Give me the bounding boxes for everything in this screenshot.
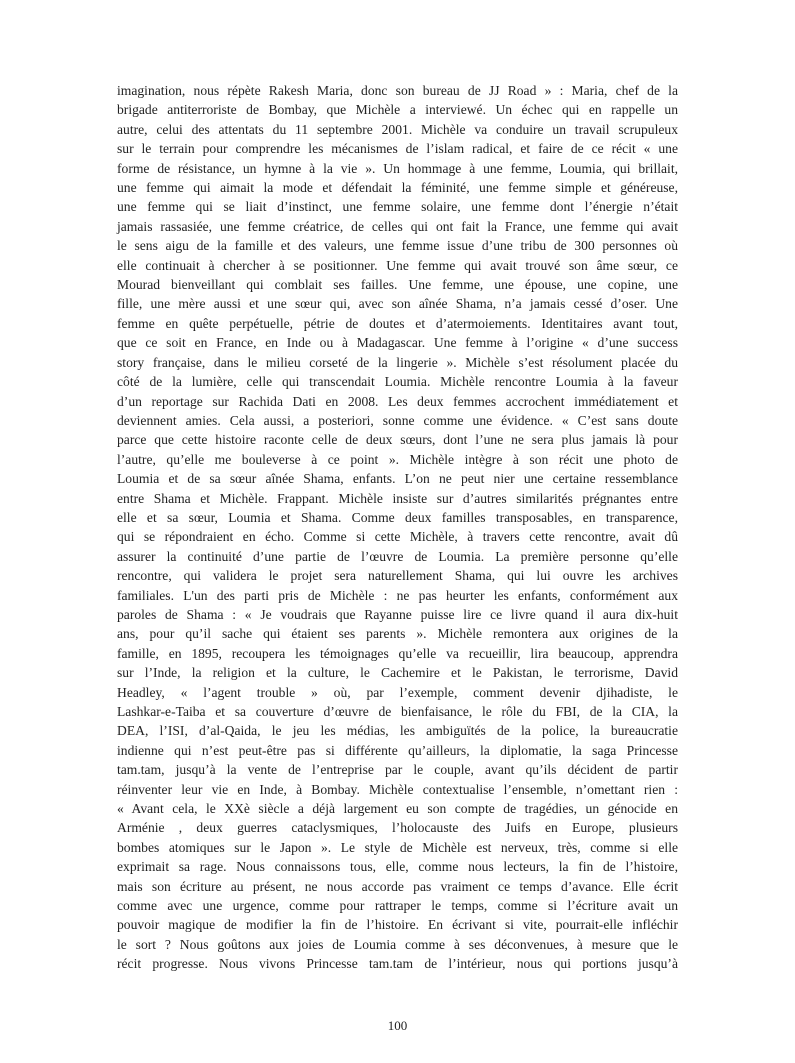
text-line: DEA, l’ISI, d’al-Qaida, le jeu les médias, les ambiguïtés de la police, la bureaucratie: [117, 723, 678, 739]
text-line: familiales. L'un des parti pris de Michèle : ne pas heurter les enfants, conformément aux: [117, 587, 678, 603]
text-line: indienne qui n’est peut-être pas si différente qu’ailleurs, la diplomatie, la saga Princesse: [117, 742, 678, 758]
text-line: bombes atomiques sur le Japon ». Le style de Michèle est nerveux, très, comme si elle: [117, 839, 678, 855]
text-line: réinventer leur vie en Inde, à Bombay. Michèle contextualise l’ensemble, n’omettant rien :: [117, 781, 678, 797]
text-line: deviennent amies. Cela aussi, a posteriori, sonne comme une évidence. « C’est sans doute: [117, 412, 678, 428]
page-number: 100: [387, 1018, 408, 1033]
text-line: forme de résistance, un hymne à la vie ». Un hommage à une femme, Loumia, qui brillait,: [117, 160, 678, 176]
text-line: story française, dans le milieu corseté de la lingerie ». Michèle s’est résolument placée du: [117, 354, 678, 370]
text-line: Mourad bienveillant qui comblait ses failles. Une femme, une épouse, une copine, une: [117, 277, 678, 293]
text-line: assurer la continuité d’une partie de l’œuvre de Loumia. La première personne qu’elle: [117, 548, 678, 564]
text-line: imagination, nous répète Rakesh Maria, donc son bureau de JJ Road » : Maria, chef de la: [117, 83, 678, 98]
text-line: « Avant cela, le XXè siècle a déjà largement eu son compte de tragédies, un génocide en: [117, 801, 678, 817]
body-text: [117, 81, 678, 974]
text-line: paroles de Shama : « Je voudrais que Rayanne puisse lire ce livre quand il aura dix-huit: [117, 606, 678, 622]
text-line: qui se répondraient en écho. Comme si cette Michèle, à travers cette rencontre, avait dû: [117, 529, 678, 545]
text-line: fille, une mère aussi et une sœur qui, avec son aînée Shama, n’a jamais cessé d’oser. Une: [117, 296, 678, 312]
text-line: Headley, « l’agent trouble » où, par l’exemple, comment devenir djihadiste, le: [117, 684, 678, 700]
text-line: comme avec une urgence, comme pour rattraper le temps, comme si l’écriture avait un: [117, 898, 678, 914]
text-line: le sort ? Nous goûtons aux joies de Loumia comme à ses déconvenues, à mesure que le: [117, 936, 678, 952]
text-line: sur l’Inde, la religion et la culture, le Cachemire et le Pakistan, le terrorisme, David: [117, 665, 678, 681]
text-line: femme en quête perpétuelle, pétrie de doutes et d’atermoiements. Identitaires avant tout,: [117, 315, 678, 331]
text-line: Lashkar-e-Taiba et sa couverture d’œuvre de bienfaisance, le rôle du FBI, de la CIA, la: [117, 704, 678, 719]
text-line: d’un reportage sur Rachida Dati en 2008. Les deux femmes accrochent immédiatement et: [117, 393, 678, 409]
text-line: récit progresse. Nous vivons Princesse tam.tam de l’intérieur, nous qui portions jusqu’à: [117, 956, 678, 972]
text-line: une femme qui aimait la mode et défendait la féminité, une femme simple et généreuse,: [117, 180, 678, 196]
text-line: Loumia et de sa sœur aînée Shama, enfants. L’on ne peut nier une certaine ressemblance: [117, 471, 678, 487]
text-line: que ce soit en France, en Inde ou à Madagascar. Une femme à l’origine « d’une success: [117, 335, 678, 351]
text-line: le sens aigu de la famille et des valeurs, une femme issue d’une tribu de 300 personnes où: [117, 238, 678, 254]
text-line: brigade antiterroriste de Bombay, que Michèle a interviewé. Un échec qui en rappelle un: [117, 102, 678, 118]
text-line: une femme qui se liait d’instinct, une femme solaire, une femme dont l’énergie n’était: [117, 199, 678, 215]
text-line: côté de la lumière, celle qui transcendait Loumia. Michèle rencontre Loumia à la faveur: [117, 374, 678, 390]
text-line: entre Shama et Michèle. Frappant. Michèle insiste sur d’autres similarités prégnantes entre: [117, 490, 678, 506]
text-line: elle continuait à chercher à se positionner. Une femme qui avait trouvé son âme sœur, ce: [117, 257, 678, 273]
text-line: rencontre, qui validera le projet sera naturellement Shama, qui lui ouvre les archives: [117, 568, 678, 584]
text-line: mais son écriture au présent, ne nous accorde pas vraiment ce temps d’avance. Elle écrit: [117, 878, 678, 894]
text-line: Arménie , deux guerres cataclysmiques, l’holocauste des Juifs en Europe, plusieurs: [117, 820, 678, 836]
text-line: ans, pour qu’il sache qui étaient ses parents ». Michèle remontera aux origines de la: [117, 626, 678, 642]
text-line: pouvoir magique de modifier la fin de l’histoire. En écrivant si vite, pourrait-elle infléchir: [117, 917, 678, 933]
text-line: tam.tam, jusqu’à la vente de l’entreprise par le couple, avant qu’ils décident de partir: [117, 762, 678, 778]
text-line: jamais rassasiée, une femme créatrice, de celles qui ont fait la France, une femme qui avait: [117, 218, 678, 234]
text-line: sur le terrain pour comprendre les mécanismes de l’islam radical, et faire de ce récit « une: [117, 141, 678, 157]
text-line: famille, en 1895, recoupera les témoignages qu’elle va recueillir, lira beaucoup, apprendra: [117, 645, 678, 661]
text-line: elle et sa sœur, Loumia et Shama. Comme deux familles transposables, en transparence,: [117, 509, 678, 525]
text-line: parce que cette histoire raconte celle de deux sœurs, dont l’une ne sera plus jamais là pour: [117, 432, 678, 448]
text-line: autre, celui des attentats du 11 septembre 2001. Michèle va conduire un travail scrupuleux: [117, 121, 678, 137]
text-line: l’autre, qu’elle me bouleverse à ce point ». Michèle intègre à son récit une photo de: [117, 451, 678, 467]
text-line: exprimait sa rage. Nous connaissons tous, elle, comme nous lecteurs, la fin de l’histoire,: [117, 859, 678, 875]
